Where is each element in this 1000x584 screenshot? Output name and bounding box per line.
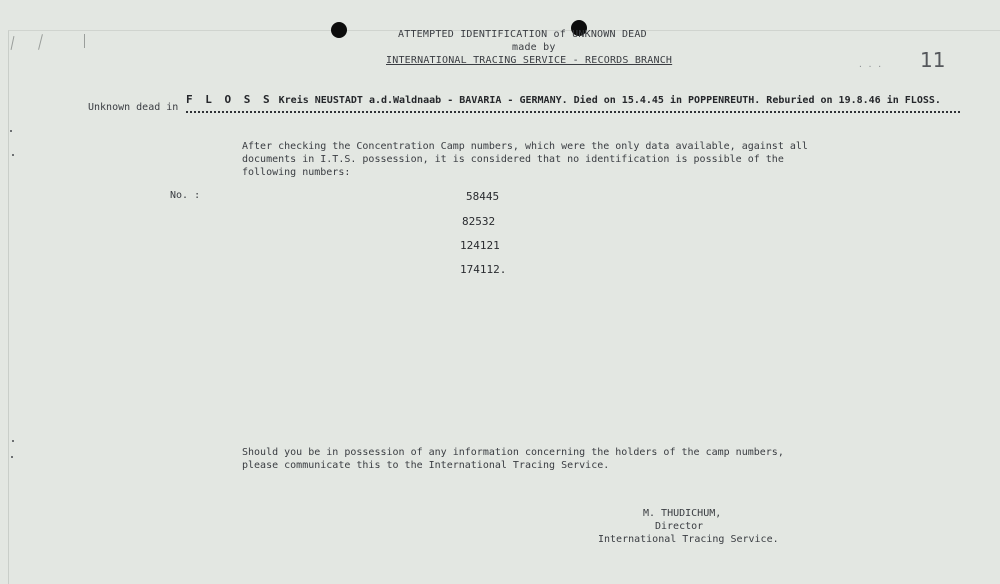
body-paragraph [242, 140, 808, 179]
numbers-label: No. : [170, 190, 201, 201]
margin-dot [11, 456, 13, 458]
margin-dot [12, 154, 14, 156]
page-border [8, 30, 1000, 584]
header-subtitle: made by [512, 42, 556, 53]
header-title: ATTEMPTED IDENTIFICATION of UNKNOWN DEAD [398, 29, 647, 40]
page-number: 11 [920, 48, 946, 72]
margin-mark [84, 34, 85, 48]
unknown-dead-label: Unknown dead in [88, 102, 179, 113]
burial-place: F L O S S [186, 93, 273, 106]
faint-marks: . . . [858, 60, 883, 69]
signatory-name: M. THUDICHUM, [643, 508, 722, 519]
closing-paragraph [242, 446, 784, 472]
dotted-rule [186, 107, 960, 113]
body-line: documents in I.T.S. possession, it is considered that no identification is possible of the [242, 154, 784, 165]
margin-dot [12, 440, 14, 442]
header-organization: INTERNATIONAL TRACING SERVICE - RECORDS BRANCH [386, 55, 673, 66]
body-line: following numbers: [242, 167, 351, 178]
signatory-organization: International Tracing Service. [598, 534, 779, 545]
record-text: Kreis NEUSTADT a.d.Waldnaab - BAVARIA - GERMANY. Died on 15.4.45 in POPPENREUTH. Reburied on 19.8.46 in FLOSS. [278, 95, 941, 106]
camp-number: 82532 [462, 215, 496, 228]
margin-dot [10, 130, 12, 132]
camp-number: 58445 [466, 190, 500, 203]
camp-number: 124121 [460, 239, 500, 252]
punch-hole-left [331, 22, 347, 38]
record-details [186, 93, 941, 106]
closing-line: Should you be in possession of any information concerning the holders of the camp numbers, [242, 447, 784, 458]
body-line: After checking the Concentration Camp numbers, which were the only data available, against all [242, 141, 808, 152]
camp-number: 174112. [460, 263, 507, 276]
closing-line: please communicate this to the International Tracing Service. [242, 460, 610, 471]
signatory-title: Director [655, 521, 704, 532]
